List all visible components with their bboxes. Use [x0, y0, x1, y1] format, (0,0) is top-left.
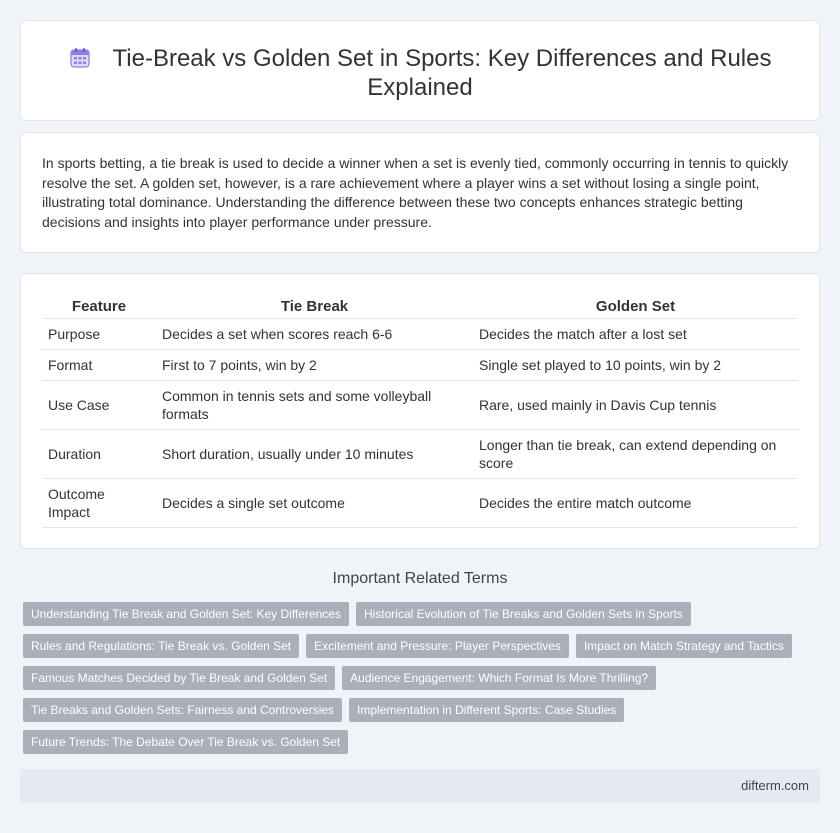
table-row [42, 319, 798, 350]
table-cell-feature: Outcome Impact [42, 479, 156, 528]
footer [20, 769, 820, 803]
related-term-tag[interactable]: Historical Evolution of Tie Breaks and Golden Sets in Sports [356, 602, 691, 626]
page-title [21, 44, 819, 102]
table-cell-feature: Duration [42, 430, 156, 479]
related-term-tag[interactable]: Famous Matches Decided by Tie Break and Golden Set [23, 666, 335, 690]
related-terms-title: Important Related Terms [332, 570, 508, 587]
table-cell-golden-set: Rare, used mainly in Davis Cup tennis [473, 381, 798, 430]
table-cell-golden-set: Decides the entire match outcome [473, 479, 798, 528]
table-row [42, 381, 798, 430]
related-term-tag[interactable]: Understanding Tie Break and Golden Set: Key Differences [23, 602, 349, 626]
related-term-tag[interactable]: Impact on Match Strategy and Tactics [576, 634, 792, 658]
table-cell-golden-set: Longer than tie break, can extend depending on score [473, 430, 798, 479]
table-cell-feature: Purpose [42, 319, 156, 350]
intro-paragraph: In sports betting, a tie break is used to decide a winner when a set is evenly tied, commonly occurring in tennis to quickly resolve the set. A golden set, however, is a rare achievement where a player wins a set without losing a single point, illustrating total dominance. Understanding the difference between these two concepts enhances strategic betting decisions and insights into player performance under pressure. [42, 155, 789, 230]
table-cell-golden-set: Decides the match after a lost set [473, 319, 798, 350]
table-cell-tie-break: Common in tennis sets and some volleyball formats [156, 381, 473, 430]
table-row [42, 350, 798, 381]
page-title-text: Tie-Break vs Golden Set in Sports: Key Differences and Rules Explained [112, 45, 772, 101]
related-term-tag[interactable]: Excitement and Pressure: Player Perspectives [306, 634, 569, 658]
related-term-tag[interactable]: Audience Engagement: Which Format Is More Thrilling? [342, 666, 656, 690]
intro-card [20, 132, 820, 253]
table-cell-tie-break: Decides a single set outcome [156, 479, 473, 528]
calendar-icon [69, 47, 91, 69]
table-cell-tie-break: Decides a set when scores reach 6-6 [156, 319, 473, 350]
table-cell-feature: Use Case [42, 381, 156, 430]
table-cell-tie-break: First to 7 points, win by 2 [156, 350, 473, 381]
table-row [42, 430, 798, 479]
related-term-tag[interactable]: Implementation in Different Sports: Case Studies [349, 698, 624, 722]
footer-site-link[interactable]: difterm.com [741, 778, 809, 793]
table-header-tie-break: Tie Break [156, 296, 473, 319]
table-header-feature: Feature [42, 296, 156, 319]
table-header-golden-set: Golden Set [473, 296, 798, 319]
comparison-table [42, 296, 798, 528]
table-cell-golden-set: Single set played to 10 points, win by 2 [473, 350, 798, 381]
table-header-row [42, 296, 798, 319]
title-card [20, 20, 820, 121]
related-term-tag[interactable]: Tie Breaks and Golden Sets: Fairness and Controversies [23, 698, 342, 722]
related-term-tag[interactable]: Rules and Regulations: Tie Break vs. Golden Set [23, 634, 299, 658]
related-terms-list [23, 602, 803, 762]
related-term-tag[interactable]: Future Trends: The Debate Over Tie Break vs. Golden Set [23, 730, 348, 754]
table-row [42, 479, 798, 528]
table-cell-tie-break: Short duration, usually under 10 minutes [156, 430, 473, 479]
table-cell-feature: Format [42, 350, 156, 381]
comparison-card [20, 273, 820, 549]
